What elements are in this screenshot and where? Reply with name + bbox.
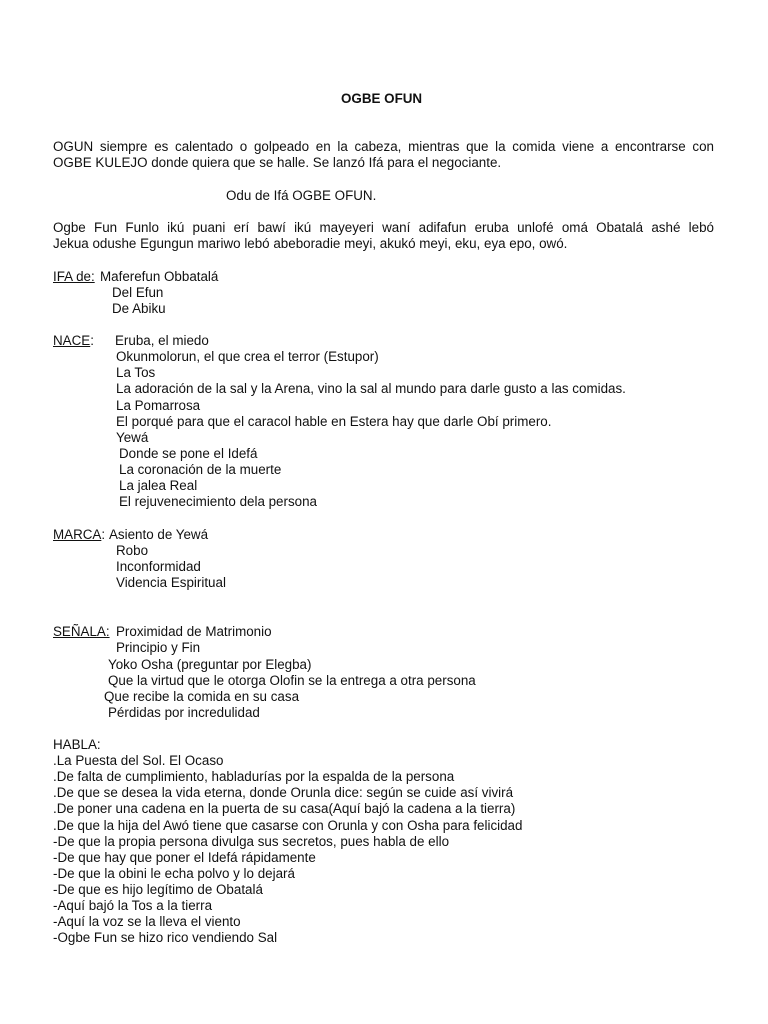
habla-label: HABLA:	[53, 737, 101, 752]
senala-item: Proximidad de Matrimonio	[116, 624, 272, 639]
nace-item: La Pomarrosa	[116, 398, 201, 413]
nace-item: Yewá	[116, 430, 149, 445]
nace-item: Donde se pone el Idefá	[119, 446, 258, 461]
nace-item: La coronación de la muerte	[119, 462, 282, 477]
habla-item: -De que hay que poner el Idefá rápidamente	[53, 850, 316, 865]
marca-item: Robo	[116, 543, 149, 558]
senala-item: Pérdidas por incredulidad	[108, 705, 260, 720]
ifa-de-item: De Abiku	[112, 301, 166, 316]
document-title: OGBE OFUN	[341, 91, 423, 106]
nace-item: Okunmolorun, el que crea el terror (Estupor)	[116, 349, 379, 364]
habla-item: -De que es hijo legítimo de Obatalá	[53, 882, 263, 897]
senala-item: Que recibe la comida en su casa	[104, 689, 300, 704]
habla-item: .La Puesta del Sol. El Ocaso	[53, 753, 224, 768]
senala-label: SEÑALA:	[53, 624, 110, 639]
verse-line-2: Jekua odushe Egungun mariwo lebó abeboradie meyi, akukó meyi, eku, eya epo, owó.	[53, 236, 568, 251]
intro-line-2: OGBE KULEJO donde quiera que se halle. Se lanzó Ifá para el negociante.	[53, 155, 502, 170]
marca-colon: :	[101, 527, 106, 542]
habla-item: -Aquí la voz se la lleva el viento	[53, 914, 241, 929]
senala-item: Principio y Fin	[116, 640, 201, 655]
ifa-de-item: Del Efun	[112, 285, 164, 300]
habla-item: -Ogbe Fun se hizo rico vendiendo Sal	[53, 930, 278, 945]
verse-line-1: Ogbe Fun Funlo ikú puani erí bawí ikú mayeyeri waní adifafun eruba unlofé omá Obatalá ashé lebó	[53, 220, 714, 235]
habla-item: .De que se desea la vida eterna, donde Orunla dice: según se cuide así vivirá	[53, 785, 514, 800]
senala-item: Que la virtud que le otorga Olofin se la entrega a otra persona	[108, 673, 476, 688]
habla-item: .De poner una cadena en la puerta de su casa(Aquí bajó la cadena a la tierra)	[53, 801, 516, 816]
nace-item: La adoración de la sal y la Arena, vino la sal al mundo para darle gusto a las comidas.	[116, 381, 626, 396]
senala-item: Yoko Osha (preguntar por Elegba)	[108, 657, 312, 672]
habla-item: .De falta de cumplimiento, habladurías por la espalda de la persona	[53, 769, 455, 784]
nace-item: La Tos	[116, 365, 156, 380]
habla-item: -De que la obini le echa polvo y lo dejará	[53, 866, 295, 881]
nace-item: El rejuvenecimiento dela persona	[119, 494, 318, 509]
marca-item: Asiento de Yewá	[109, 527, 209, 542]
marca-label: MARCA	[53, 527, 102, 542]
nace-label: NACE	[53, 333, 91, 348]
nace-item: Eruba, el miedo	[115, 333, 209, 348]
nace-item: El porqué para que el caracol hable en Estera hay que darle Obí primero.	[116, 414, 552, 429]
nace-item: La jalea Real	[119, 478, 198, 493]
habla-item: -De que la propia persona divulga sus secretos, pues habla de ello	[53, 834, 450, 849]
odu-heading: Odu de Ifá OGBE OFUN.	[226, 188, 377, 203]
ifa-de-label: IFA de:	[53, 269, 95, 284]
marca-label-wrap	[53, 527, 105, 543]
habla-item: -Aquí bajó la Tos a la tierra	[53, 898, 213, 913]
nace-colon: :	[90, 333, 94, 348]
marca-item: Videncia Espiritual	[116, 575, 226, 590]
habla-item: .De que la hija del Awó tiene que casarse con Orunla y con Osha para felicidad	[53, 818, 523, 833]
marca-item: Inconformidad	[116, 559, 201, 574]
intro-line-1: OGUN siempre es calentado o golpeado en la cabeza, mientras que la comida viene a encontrarse con	[53, 139, 714, 154]
ifa-de-item: Maferefun Obbatalá	[100, 269, 219, 284]
nace-label-wrap	[53, 333, 94, 349]
